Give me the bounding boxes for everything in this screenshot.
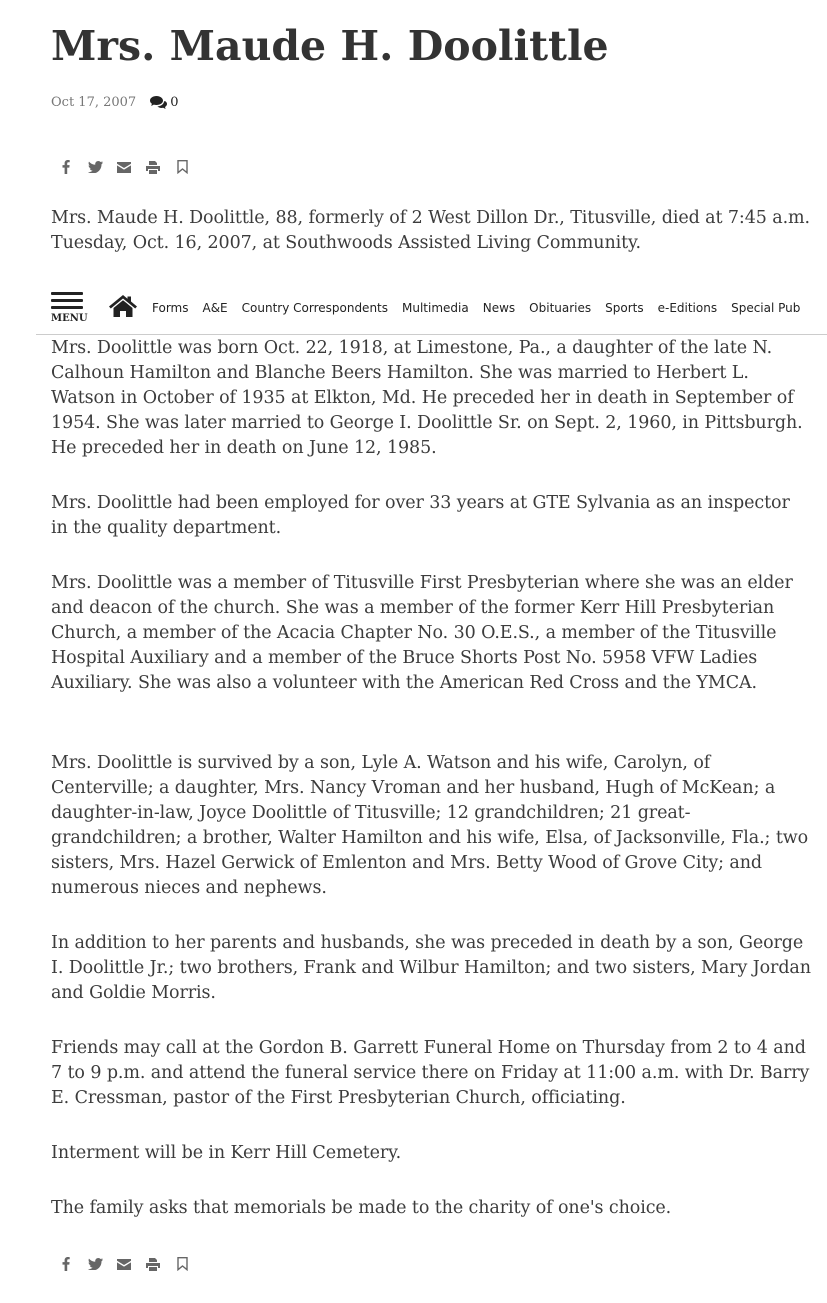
article-paragraph: Mrs. Doolittle had been employed for over 33 years at GTE Sylvania as an inspector in the quality department.: [51, 493, 790, 538]
article-paragraph: Mrs. Doolittle was born Oct. 22, 1918, at Limestone, Pa., a daughter of the late N. Calhoun Hamilton and Blanche Beers Hamilton. She was married to Herbert L. Watson in October of 1935 at Elkton, Md. He preceded her in death in September of 1954. She was later married to George I. Doolittle Sr. on Sept. 2, 1960, in Pittsburgh. He preceded her in death on June 12, 1985.: [51, 338, 803, 458]
comments-icon: [150, 96, 167, 109]
publish-date: Oct 17, 2007: [51, 95, 137, 110]
twitter-share-button[interactable]: [87, 159, 103, 175]
email-share-button[interactable]: [116, 1256, 132, 1272]
home-icon: [109, 295, 137, 317]
facebook-icon: [62, 160, 70, 174]
comments-link[interactable]: [150, 95, 178, 110]
bookmark-icon: [177, 1257, 188, 1271]
menu-button[interactable]: [51, 292, 88, 324]
share-bar-bottom: [58, 1256, 203, 1272]
print-icon: [146, 1258, 160, 1271]
twitter-share-button[interactable]: [87, 1256, 103, 1272]
email-share-button[interactable]: [116, 159, 132, 175]
facebook-icon: [62, 1257, 70, 1271]
nav-item-obituaries[interactable]: Obituaries: [529, 301, 592, 315]
article-paragraph: Mrs. Doolittle is survived by a son, Lyle A. Watson and his wife, Carolyn, of Centerville; a daughter, Mrs. Nancy Vroman and her husband, Hugh of McKean; a daughter-in-law, Joyce Doolittle of Titusville; 12 grandchildren; 21 great-grandchildren; a brother, Walter Hamilton and his wife, Elsa, of Jacksonville, Fla.; two sisters, Mrs. Hazel Gerwick of Emlenton and Mrs. Betty Wood of Grove City; and numerous nieces and nephews.: [51, 753, 809, 898]
article-paragraph: Friends may call at the Gordon B. Garrett Funeral Home on Thursday from 2 to 4 and 7 to 9 p.m. and attend the funeral service there on Friday at 11:00 a.m. with Dr. Barry E. Cressman, pastor of the First Presbyterian Church, officiating.: [51, 1038, 810, 1108]
print-button[interactable]: [145, 159, 161, 175]
nav-items: [152, 301, 814, 315]
share-bar-top: [58, 159, 203, 175]
home-button[interactable]: [109, 295, 137, 321]
email-icon: [117, 162, 131, 173]
hamburger-icon: [51, 292, 83, 295]
nav-item-special-pub[interactable]: Special Pub: [731, 301, 801, 315]
article-paragraph: Mrs. Doolittle was a member of Titusville First Presbyterian where she was an elder and deacon of the church. She was a member of the former Kerr Hill Presbyterian Church, a member of the Acacia Chapter No. 30 O.E.S., a member of the Titusville Hospital Auxiliary and a member of the Bruce Shorts Post No. 5958 VFW Ladies Auxiliary. She was also a volunteer with the American Red Cross and the YMCA.: [51, 573, 793, 693]
facebook-share-button[interactable]: [58, 1256, 74, 1272]
site-navigation: [36, 283, 827, 335]
article-paragraph: In addition to her parents and husbands, she was preceded in death by a son, George I. Doolittle Jr.; two brothers, Frank and Wilbur Hamilton; and two sisters, Mary Jordan and Goldie Morris.: [51, 933, 811, 1003]
twitter-icon: [88, 161, 103, 173]
nav-item-sports[interactable]: Sports: [605, 301, 644, 315]
print-icon: [146, 161, 160, 174]
nav-item-forms[interactable]: Forms: [152, 301, 189, 315]
menu-label: MENU: [51, 313, 88, 324]
article-paragraph: Interment will be in Kerr Hill Cemetery.: [51, 1143, 402, 1163]
nav-item-ae[interactable]: A&E: [202, 301, 228, 315]
print-button[interactable]: [145, 1256, 161, 1272]
hamburger-icon-bar: [51, 306, 83, 309]
nav-item-e-editions[interactable]: e-Editions: [657, 301, 718, 315]
nav-item-country-correspondents[interactable]: Country Correspondents: [241, 301, 389, 315]
comment-count: 0: [170, 95, 179, 110]
bookmark-button[interactable]: [174, 1256, 190, 1272]
nav-item-multimedia[interactable]: Multimedia: [402, 301, 469, 315]
article-paragraph: The family asks that memorials be made to the charity of one's choice.: [51, 1198, 672, 1218]
twitter-icon: [88, 1258, 103, 1270]
bookmark-icon: [177, 160, 188, 174]
facebook-share-button[interactable]: [58, 159, 74, 175]
article-meta: [51, 95, 178, 110]
nav-item-news[interactable]: News: [482, 301, 516, 315]
bookmark-button[interactable]: [174, 159, 190, 175]
hamburger-icon-bar: [51, 299, 83, 302]
email-icon: [117, 1259, 131, 1270]
article-title: Mrs. Maude H. Doolittle: [51, 22, 609, 70]
article-lead: Mrs. Maude H. Doolittle, 88, formerly of 2 West Dillon Dr., Titusville, died at 7:45 a.m. Tuesday, Oct. 16, 2007, at Southwoods Assisted Living Community.: [51, 208, 810, 253]
